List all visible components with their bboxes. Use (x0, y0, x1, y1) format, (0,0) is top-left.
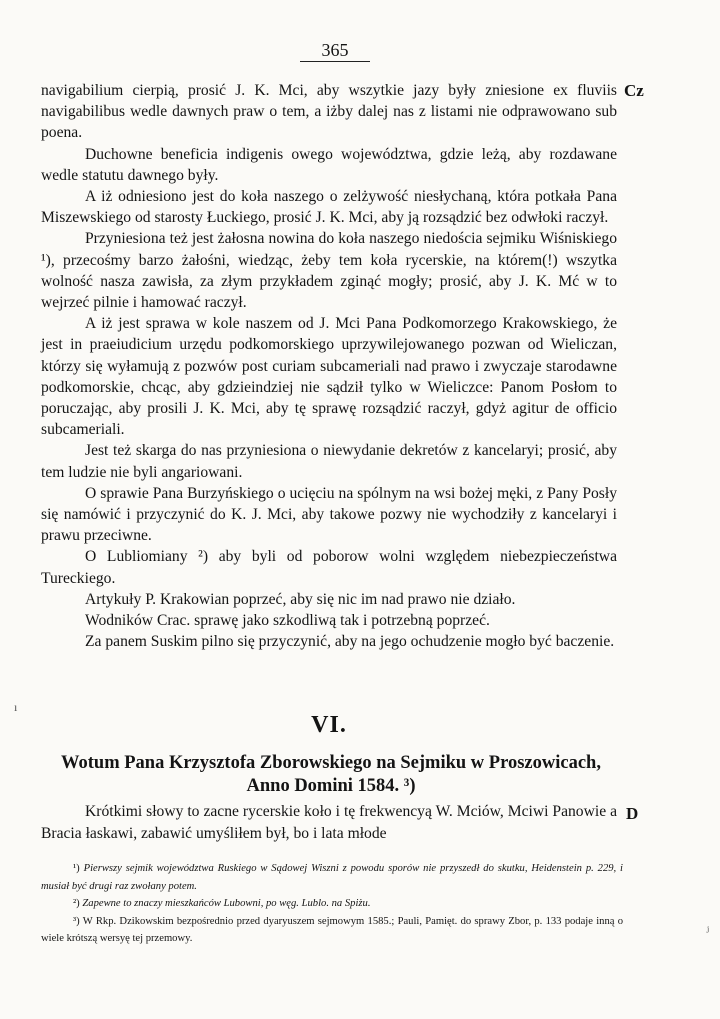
footnote-mark: ³) (73, 915, 80, 927)
footnote-text: Zapewne to znaczy mieszkańców Lubowni, po węg. Lublo. na Spiżu. (82, 898, 371, 909)
body-paragraph: A iż odniesiono jest do koła naszego o zelżywość niesłychaną, która potkała Pana Miszewskiego od starosty Łuckiego, prosić J. K. Mci, aby ją rozsądzić bez odwłoki raczył. (41, 188, 617, 227)
margin-mark-bottom: D (626, 804, 639, 823)
margin-tick: ı (14, 700, 18, 714)
body-paragraph: O Lubliomiany ²) aby byli od poborow wolni względem niebezpieczeństwa Tureckiego. (41, 548, 617, 587)
intro-paragraph (41, 801, 617, 845)
section-title (36, 752, 626, 798)
footnote-text: Pierwszy sejmik województwa Ruskiego w Sądowej Wiszni z powodu sporów nie przyszedł do skutku, Heidenstein p. 229, i musiał być drugi raz zwołany potem. (41, 863, 624, 892)
body-paragraph: Przyniesiona też jest żałosna nowina do koła naszego niedościa sejmiku Wiśniskiego ¹), przecośmy barzo żałośni, wiedząc, żeby tem koła rycerskie, na którem(!) wszytka wolność nasza zawisła, za złym przykładem zginąć mogły; prosić, aby J. K. Mć w to wejrzeć pilnie i hamować raczył. (41, 230, 617, 312)
body-paragraph: Za panem Suskim pilno się przyczynić, aby na jego ochudzenie mogło być baczenie. (85, 633, 615, 651)
footnote-1 (41, 860, 623, 895)
body-paragraph: A iż jest sprawa w kole naszem od J. Mci Pana Podkomorzego Krakowskiego, że jest in praeiudicium urzędu podkomorskiego uprzywilejowanego pozwan od Wieliczan, którzy się wyłamują z pozwów post curiam subcameriali nad prawo i zwyczaje starodawne podkomorskie, chcąc, aby gdzieindziej nie sądził tylko w Wieliczce: Panom Posłom to poruczając, aby prosili J. K. Mci, aby tę sprawę rozsądzić raczył, gdyż agitur de officio subcameriali. (41, 315, 617, 439)
footnote-mark: ¹) (73, 863, 80, 874)
footnote-3 (41, 913, 623, 948)
margin-mark-top: Cz (624, 81, 644, 100)
section-number: VI. (311, 712, 347, 738)
footnote-2 (41, 895, 623, 913)
body-paragraph: Wodników Crac. sprawę jako szkodliwą tak i potrzebną poprzeć. (85, 612, 490, 630)
footnote-mark: ²) (73, 898, 80, 909)
body-paragraph: Jest też skarga do nas przyniesiona o niewydanie dekretów z kancelaryi; prosić, aby tem ludzie nie byli angariowani. (41, 442, 617, 481)
page-number: 365 (300, 40, 370, 62)
body-paragraph: navigabilium cierpią, prosić J. K. Mci, aby wszytkie jazy były zniesione ex fluviis navigabilibus wedle dawnych praw o tem, a iżby dalej nas z listami nie odprawowano sub poena. (41, 82, 617, 142)
footnote-text: W Rkp. Dzikowskim bezpośrednio przed dyaryuszem sejmowym 1585.; Pauli, Pamięt. do sprawy Zbor, p. 133 podaje inną o wiele krótszą wersyę tej przemowy. (41, 915, 623, 944)
body-paragraph: O sprawie Pana Burzyńskiego o ucięciu na spólnym na wsi bożej męki, z Pany Posły się namówić i przyczynić do K. J. Mci, aby takowe pozwy nie wychodziły z kancelaryi i prawu przeciwne. (41, 484, 617, 545)
body-paragraph: Duchowne beneficia indigenis owego województwa, gdzie leżą, aby rozdawane wedle statutu dawnego były. (41, 145, 617, 184)
body-text (41, 80, 617, 652)
margin-tick: ⱼ (706, 920, 710, 934)
section-title-line-2: Anno Domini 1584. ³) (246, 776, 416, 796)
intro-text: Krótkimi słowy to zacne rycerskie koło i tę frekwencyą W. Mciów, Mciwi Panowie a Bracia łaskawi, zabawić umyśliłem był, bo i lata młode (41, 803, 617, 842)
body-paragraph: Artykuły P. Krakowian poprzeć, aby się nic im nad prawo nie działo. (85, 590, 516, 608)
section-title-line-1: Wotum Pana Krzysztofa Zborowskiego na Sejmiku w Proszowicach, (61, 753, 601, 773)
footnotes (41, 860, 623, 948)
